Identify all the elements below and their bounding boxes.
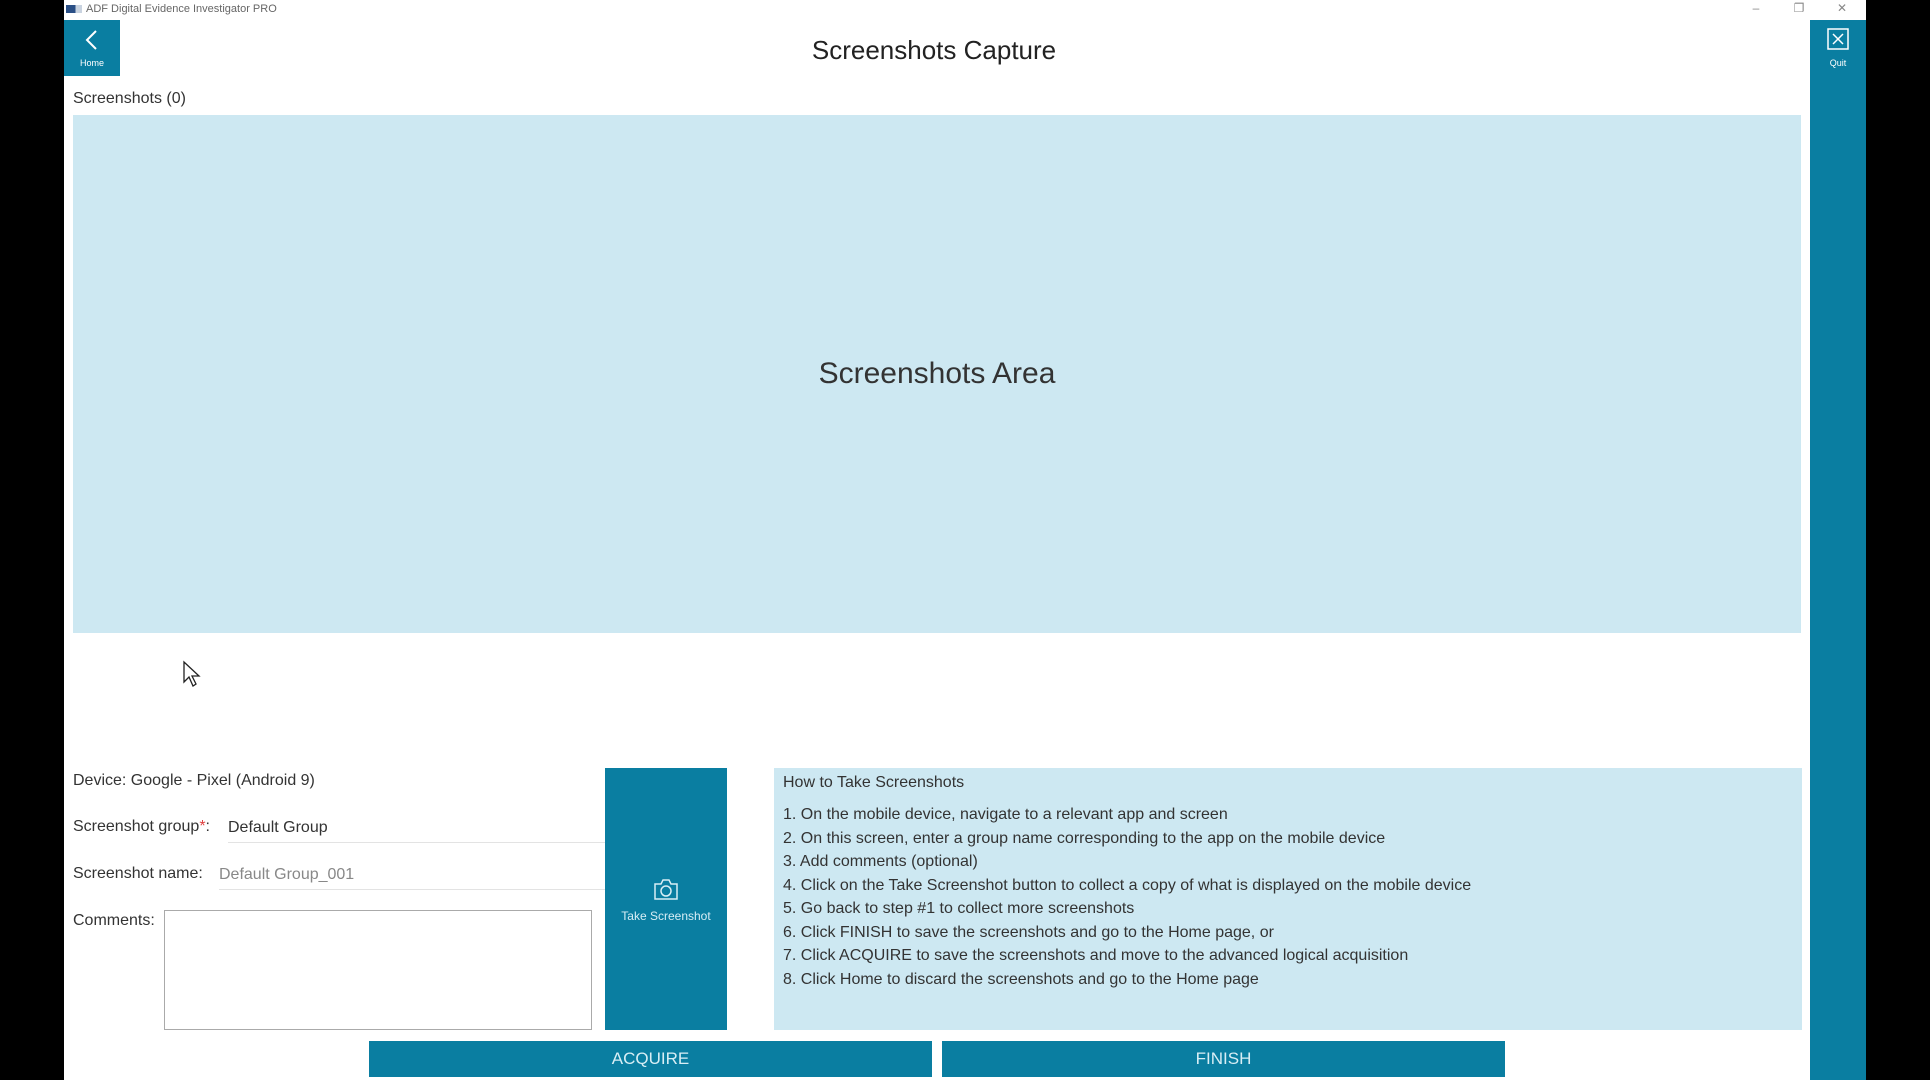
screenshots-area-text: Screenshots Area (818, 357, 1056, 390)
instructions-list (783, 803, 1793, 991)
screenshot-name-label: Screenshot name: (73, 865, 203, 882)
mouse-cursor-icon (182, 660, 202, 688)
close-box-icon (1827, 28, 1849, 50)
instruction-step: 6. Click FINISH to save the screenshots and go to the Home page, or (783, 923, 1274, 941)
take-screenshot-label: Take Screenshot (621, 909, 711, 923)
instruction-step: 8. Click Home to discard the screenshots and go to the Home page (783, 970, 1259, 988)
finish-button[interactable]: FINISH (942, 1041, 1505, 1077)
screenshots-count-label: Screenshots (0) (73, 90, 186, 107)
instruction-step: 3. Add comments (optional) (783, 853, 978, 870)
screenshot-group-label-text: Screenshot group (73, 818, 200, 835)
restore-button[interactable]: ❐ (1793, 1, 1805, 15)
instructions-title: How to Take Screenshots (783, 774, 965, 791)
home-label: Home (79, 58, 104, 68)
acquire-button[interactable]: ACQUIRE (369, 1041, 932, 1077)
quit-button[interactable] (1810, 20, 1866, 76)
instruction-step: 4. Click on the Take Screenshot button to collect a copy of what is displayed on the mobile device (783, 876, 1472, 894)
comments-textarea[interactable] (164, 910, 592, 1030)
instruction-step: 7. Click ACQUIRE to save the screenshots and move to the advanced logical acquisition (783, 947, 1409, 964)
screenshots-area (73, 115, 1801, 633)
instruction-step: 2. On this screen, enter a group name corresponding to the app on the mobile device (783, 829, 1386, 847)
screenshot-group-label-colon: : (205, 818, 210, 835)
camera-icon (652, 878, 680, 902)
screenshot-group-label (73, 818, 210, 836)
window-title: ADF Digital Evidence Investigator PRO (86, 3, 277, 15)
page-title: Screenshots Capture (811, 35, 1057, 65)
take-screenshot-button[interactable] (605, 768, 727, 1030)
instruction-step: 1. On the mobile device, navigate to a relevant app and screen (783, 806, 1228, 823)
instructions-panel (774, 768, 1802, 1030)
window-close-button[interactable]: ✕ (1836, 1, 1848, 15)
app-window (64, 0, 1866, 1080)
device-info: Device: Google - Pixel (Android 9) (73, 772, 315, 789)
screenshot-group-input[interactable] (228, 814, 606, 843)
app-logo-icon (66, 5, 82, 13)
comments-label: Comments: (73, 912, 155, 929)
required-marker: * (199, 818, 206, 835)
screenshot-name-input[interactable] (219, 861, 606, 890)
minimize-button[interactable]: – (1752, 1, 1760, 15)
instruction-step: 5. Go back to step #1 to collect more screenshots (783, 900, 1135, 917)
quit-label: Quit (1829, 58, 1847, 68)
title-bar (64, 0, 1866, 20)
right-sidebar (1810, 20, 1866, 1080)
